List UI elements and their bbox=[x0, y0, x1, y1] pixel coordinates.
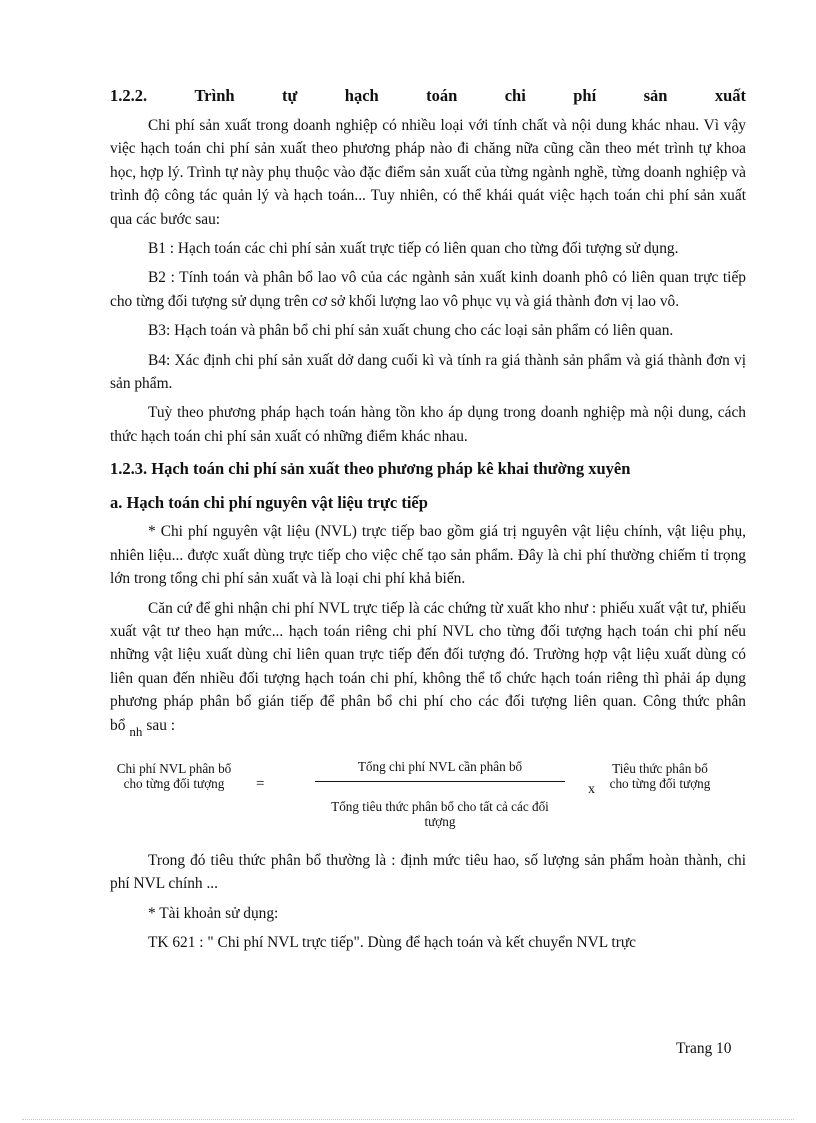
formula-equals-sign: = bbox=[256, 775, 265, 792]
formula-left-term: Chi phí NVL phân bổ cho từng đối tượng bbox=[116, 760, 232, 791]
section-heading-1-2-3: 1.2.3. Hạch toán chi phí sản xuất theo phương pháp kê khai thường xuyên bbox=[110, 459, 631, 479]
heading-word: phí bbox=[573, 86, 597, 105]
page-bottom-divider bbox=[22, 1119, 794, 1120]
criteria-paragraph: Trong đó tiêu thức phân bổ thường là : định mức tiêu hao, số lượng sản phẩm hoàn thành, chi phí NVL chính ... bbox=[110, 851, 746, 893]
heading-word: sản bbox=[643, 86, 668, 105]
heading-word: toán bbox=[426, 86, 458, 105]
formula-multiply-sign: x bbox=[588, 781, 595, 797]
subsection-heading-a: a. Hạch toán chi phí nguyên vật liệu trực tiếp bbox=[110, 493, 428, 513]
nvl-definition-paragraph: * Chi phí nguyên vật liệu (NVL) trực tiếp bao gồm giá trị nguyên vật liệu chính, vật liệu phụ, nhiên liệu... được xuất dùng trực tiếp cho việc chế tạo sản phẩm. Đây là chi phí thường chiếm tỉ trọng lớn trong tổng chi phí sản xuất và là loại chi phí khả biến. bbox=[110, 523, 746, 588]
heading-word: hạch bbox=[344, 86, 379, 105]
step-b1: B1 : Hạch toán các chi phí sản xuất trực tiếp có liên quan cho từng đối tượng sử dụng. bbox=[148, 240, 679, 258]
accounts-used-paragraph: * Tài khoản sử dụng: bbox=[148, 904, 279, 922]
allocation-formula bbox=[110, 755, 746, 841]
formula-right-term: Tiêu thức phân bổ cho từng đối tượng bbox=[609, 760, 711, 791]
allocation-text: Căn cứ để ghi nhận chi phí NVL trực tiếp là các chứng từ xuất kho như : phiếu xuất vật tư, phiếu xuất vật tư theo hạn mức... hạch toán riêng chi phí NVL cho từng đối tượng hạch toán chi phí nếu những vật liệu xuất dùng chỉ liên quan trực tiếp đến đối tượng đó. Trường hợp vật liệu xuất dùng có liên quan đến nhiều đối tượng hạch toán chi phí, không thể tổ chức hạch toán riêng thì phải áp dụng phương pháp phân bổ gián tiếp để phân bổ chi phí cho các đối tượng liên quan. Công thức phân bổ bbox=[110, 599, 746, 734]
step-b2: B2 : Tính toán và phân bổ lao vô của các ngành sản xuất kinh doanh phô có liên quan trực tiếp cho từng đối tượng sử dụng trên cơ sở khối lượng lao vô phục vụ và giá thành đơn vị lao vô. bbox=[110, 269, 746, 310]
tk621-paragraph: TK 621 : " Chi phí NVL trực tiếp". Dùng để hạch toán và kết chuyển NVL trực bbox=[148, 934, 636, 952]
inventory-method-paragraph: Tuỳ theo phương pháp hạch toán hàng tồn kho áp dụng trong doanh nghiệp mà nội dung, cách thức hạch toán chi phí sản xuất có những điểm khác nhau. bbox=[110, 404, 746, 445]
section-heading-1-2-2 bbox=[110, 82, 746, 110]
step-b4: B4: Xác định chi phí sản xuất dở dang cuối kì và tính ra giá thành sản phẩm và giá thành đơn vị sản phẩm. bbox=[110, 351, 746, 393]
heading-word: xuất bbox=[714, 86, 746, 105]
page-number: Trang 10 bbox=[676, 1040, 732, 1057]
formula-fraction-bar bbox=[315, 781, 565, 782]
formula-numerator: Tổng chi phí NVL cần phân bổ bbox=[357, 758, 523, 774]
allocation-subscript: nh bbox=[129, 723, 143, 739]
allocation-text-end: sau : bbox=[146, 716, 176, 734]
intro-paragraph: Chi phí sản xuất trong doanh nghiệp có nhiều loại với tính chất và nội dung khác nhau. Vì vậy việc hạch toán chi phí sản xuất theo phương pháp nào đi chăng nữa cũng cần theo mét trình tự khoa học, hợp lý. Trình tự này phụ thuộc vào đặc điểm sản xuất của từng ngành nghề, từng doanh nghiệp và trình độ công tác quản lý và hạch toán... Tuy nhiên, có thể khái quát việc hạch toán chi phí sản xuất qua các bước sau: bbox=[110, 117, 746, 228]
heading-word: chi bbox=[504, 86, 526, 105]
section-number: 1.2.2. bbox=[110, 86, 148, 105]
formula-denominator: Tổng tiêu thức phân bổ cho tất cả các đối tượng bbox=[331, 798, 549, 829]
heading-word: tự bbox=[281, 86, 298, 105]
allocation-basis-paragraph bbox=[110, 597, 746, 743]
heading-word: Trình bbox=[194, 86, 235, 105]
step-b3: B3: Hạch toán và phân bổ chi phí sản xuất chung cho các loại sản phẩm có liên quan. bbox=[148, 322, 674, 340]
page-body bbox=[110, 82, 746, 961]
